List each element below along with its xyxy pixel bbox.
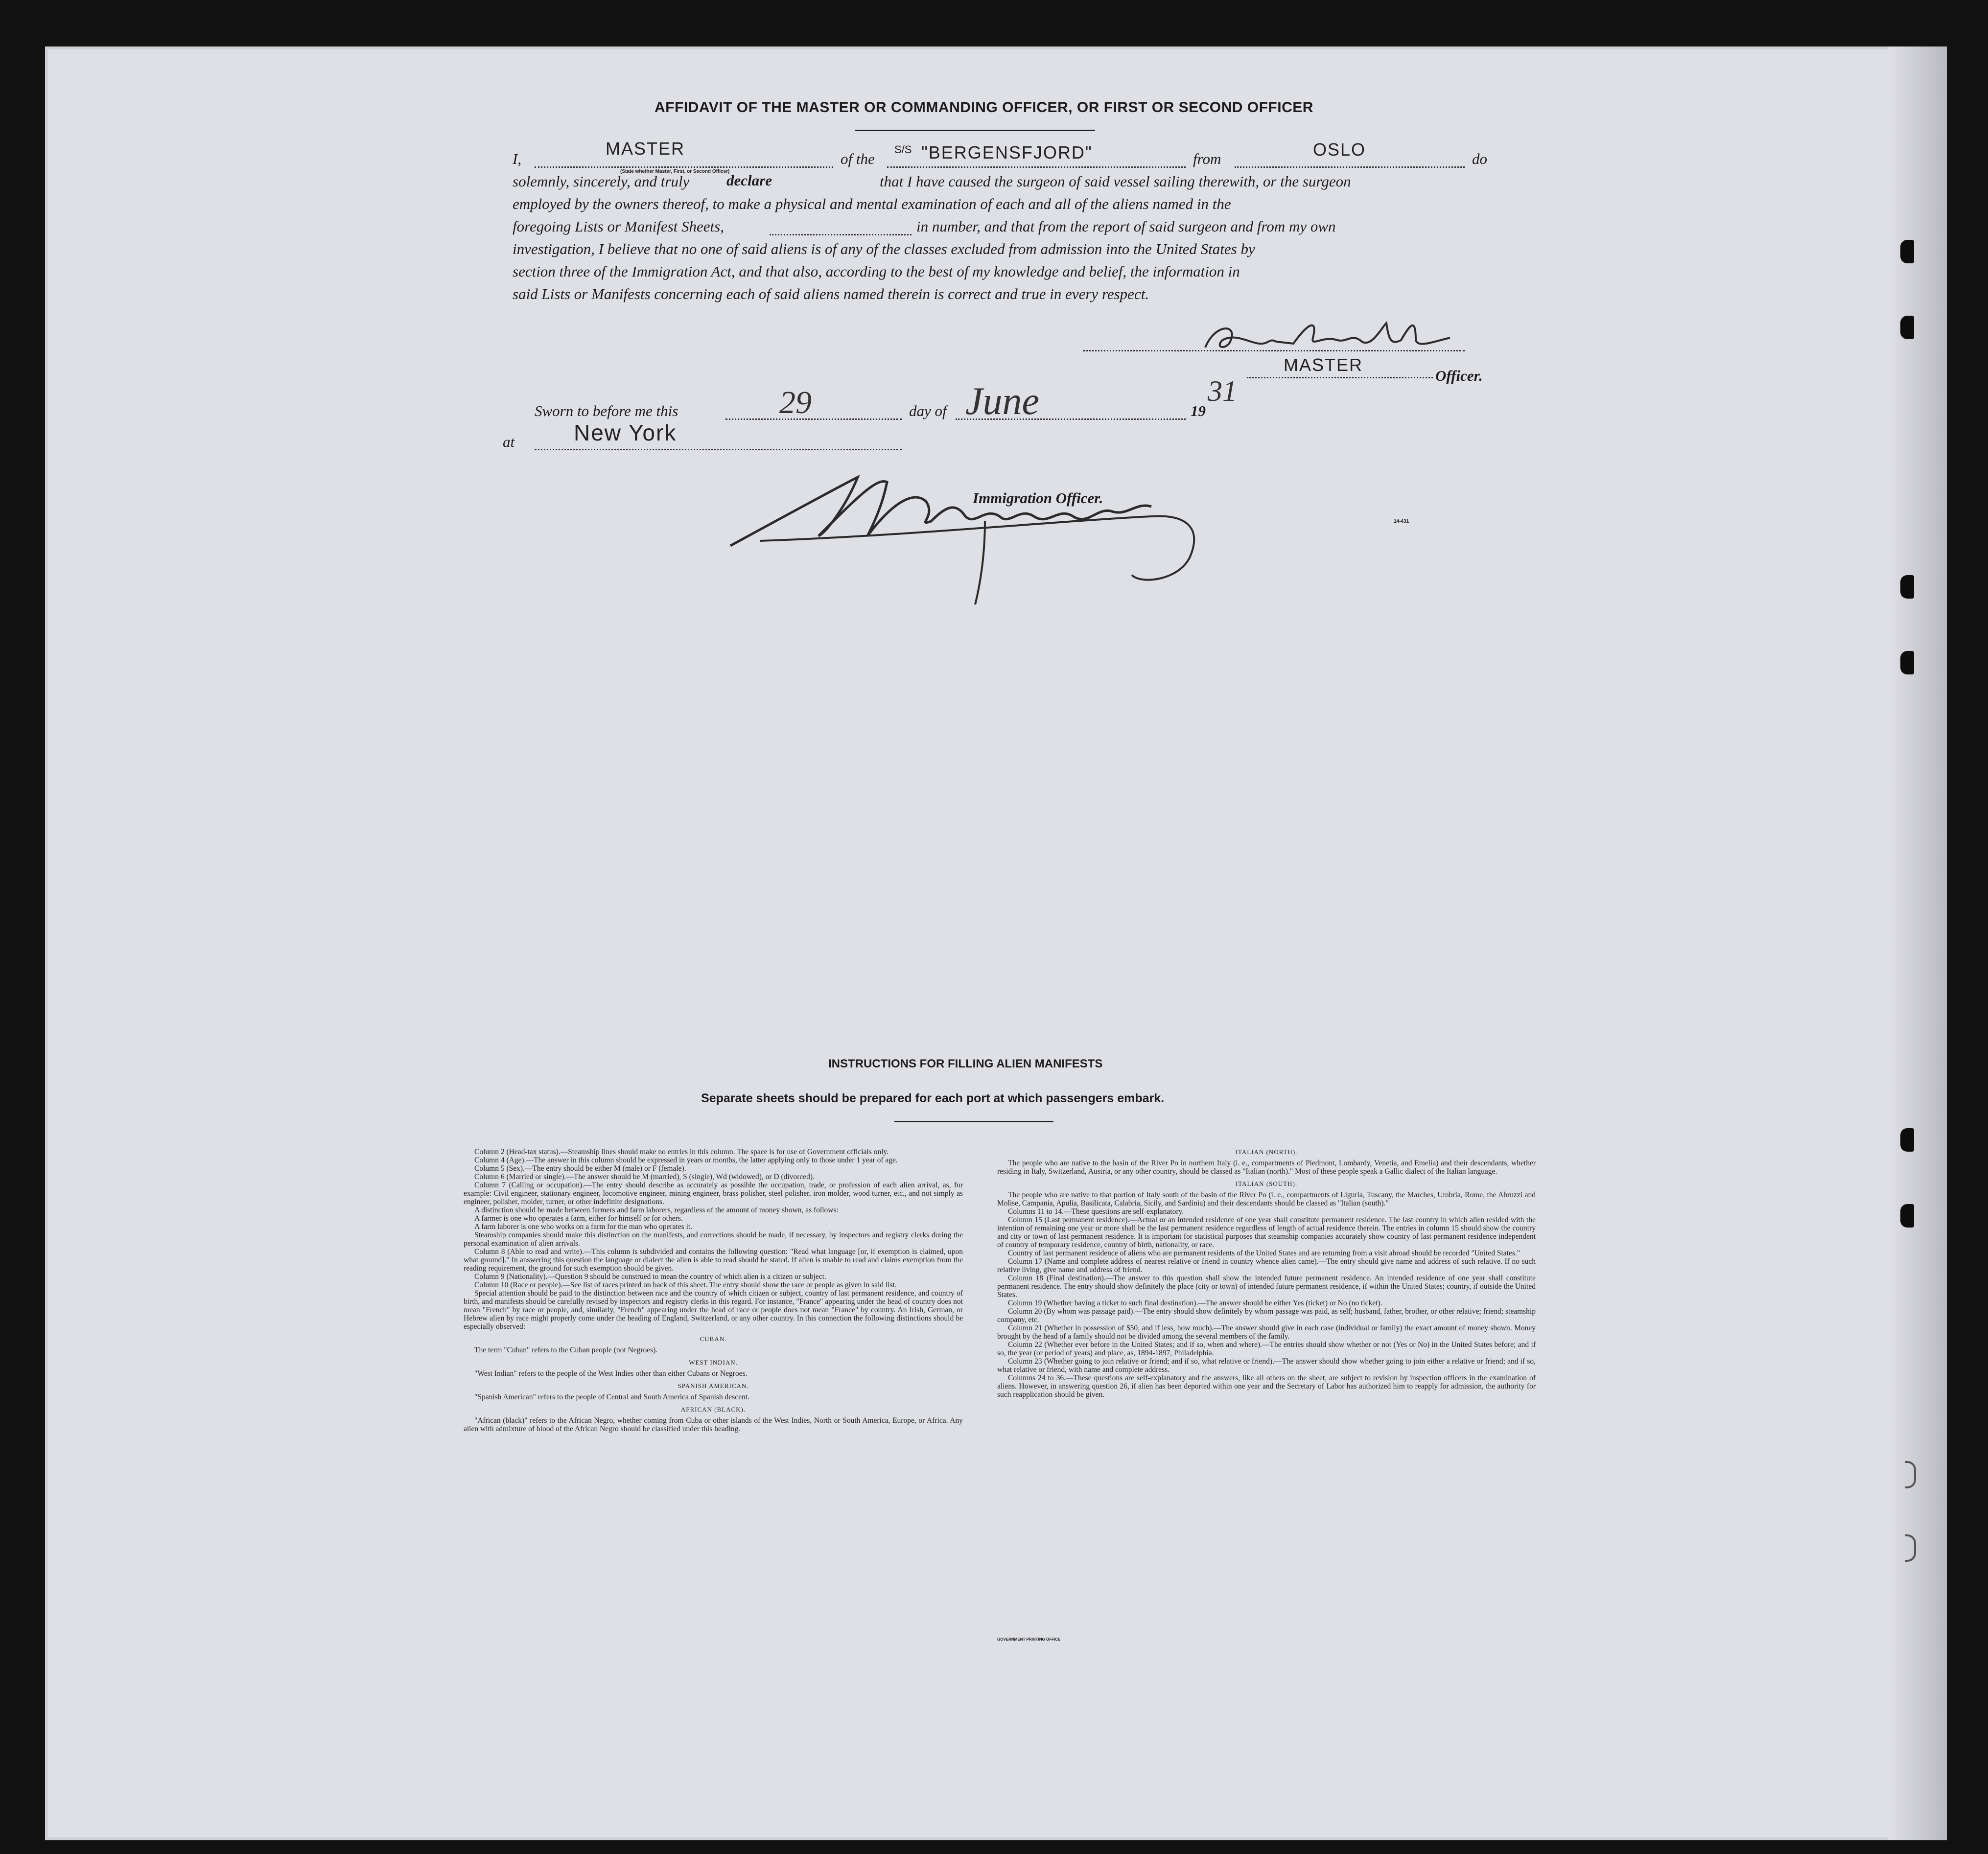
instruction-paragraph: Column 17 (Name and complete address of nearest relative or friend in country whence alien came).—The entry should give name and address of such relative. If no such relative living, give name and address of friend. — [997, 1257, 1536, 1274]
year-value: 31 — [1208, 375, 1237, 407]
instructions-title: INSTRUCTIONS FOR FILLING ALIEN MANIFESTS — [828, 1057, 1103, 1070]
from-label: from — [1193, 150, 1221, 167]
instruction-paragraph: Column 8 (Able to read and write).—This column is subdivided and contains the following question: "Read what language [or, if exemption is claimed, upon what ground]." In answering this question the language or dialect the alien is able to read should be stated. If alien is unable to read and claims exemption from the reading requirement, the ground for such exemption should be given. — [464, 1248, 963, 1273]
form-number: 14-431 — [1394, 519, 1409, 524]
section-heading: AFRICAN (BLACK). — [680, 1406, 746, 1413]
printer-imprint: GOVERNMENT PRINTING OFFICE — [997, 1637, 1061, 1642]
instruction-paragraph: Steamship companies should make this distinction on the manifests, and corrections should be made, if necessary, by inspectors and registry clerks during the personal examination of alien arrivals. — [464, 1231, 963, 1248]
heading-rule — [855, 130, 1095, 131]
officer-value: MASTER — [606, 139, 685, 159]
instruction-paragraph: A farmer is one who operates a farm, either for himself or for others. — [474, 1214, 683, 1223]
instructions-subtitle: Separate sheets should be prepared for each port at which passengers embark. — [701, 1091, 1165, 1105]
affidavit-line-2b: that I have caused the surgeon of said vessel sailing therewith, or the surgeon — [880, 173, 1351, 190]
section-heading: WEST INDIAN. — [689, 1359, 738, 1366]
instruction-paragraph: Column 21 (Whether in possession of $50, and if less, how much).—The answer should give in each case (individual or family) the exact amount of money shown. Money brought by the head of a family should not be divided among the several members of the family. — [997, 1324, 1536, 1341]
instructions-rule — [894, 1121, 1053, 1122]
instruction-paragraph: The people who are native to that portion of Italy south of the basin of the River Po (i. e., compartments of Liguria, Tuscany, the Marches, Umbria, Rome, the Abruzzi and Molise, Campania, Apulia, Basilicata, Calabria, Sicily, and Sardinia) and their descendants should be classed as "Italian (south)." — [997, 1191, 1536, 1207]
do-label: do — [1472, 150, 1487, 167]
instruction-paragraph: Column 10 (Race or people).—See list of races printed on back of this sheet. The entry should show the race or people as given in said list. — [474, 1281, 897, 1289]
place-field-line — [535, 449, 902, 450]
instruction-paragraph: "African (black)" refers to the African Negro, whether coming from Cuba or other islands of the West Indies, North or South America, Europe, or Africa. Any alien with admixture of blood of the African Negro should be classified under this heading. — [464, 1416, 963, 1433]
section-heading: ITALIAN (SOUTH). — [1235, 1180, 1298, 1187]
instruction-paragraph: Column 19 (Whether having a ticket to such final destination).—The answer should be either Yes (ticket) or No (no ticket). — [1008, 1299, 1382, 1307]
instruction-paragraph: "West Indian" refers to the people of the West Indies other than either Cubans or Negroes. — [474, 1369, 748, 1378]
affidavit-line-5: investigation, I believe that no one of said aliens is of any of the classes excluded from admission into the United States by — [513, 240, 1255, 257]
right-page-edge — [1888, 46, 1947, 1840]
affidavit-heading: AFFIDAVIT OF THE MASTER OR COMMANDING OFFICER, OR FIRST OR SECOND OFFICER — [655, 99, 1313, 116]
instruction-paragraph: Column 4 (Age).—The answer in this column should be expressed in years or months, the latter applying only to those under 1 year of age. — [474, 1156, 898, 1164]
day-value: 29 — [779, 385, 812, 420]
instruction-paragraph: Country of last permanent residence of aliens who are permanent residents of the United States and are returning from a visit abroad should be recorded "United States." — [1008, 1249, 1520, 1257]
day-field-line — [725, 418, 902, 420]
vessel-name: "BERGENSFJORD" — [921, 142, 1093, 162]
sworn-label: Sworn to before me this — [535, 402, 678, 419]
vessel-field-line — [887, 166, 1186, 168]
port-field-line — [1235, 166, 1465, 168]
affidavit-line-4a: foregoing Lists or Manifest Sheets, — [513, 218, 724, 235]
instruction-paragraph: Column 9 (Nationality).—Question 9 should be construed to mean the country of which alien is a citizen or subject. — [474, 1273, 826, 1281]
instruction-paragraph: The term "Cuban" refers to the Cuban people (not Negroes). — [474, 1346, 658, 1354]
section-heading: SPANISH AMERICAN. — [678, 1382, 749, 1390]
instruction-paragraph: Column 7 (Calling or occupation).—The entry should describe as accurately as possible the occupation, trade, or profession of each alien arrival, as, for example: Civil engineer, stationary engineer, locomotive engineer, mining engineer, brass polisher, steel polisher, iron molder, wood turner, etc., and not simply as engineer, polisher, molder, turner, or other indefinite designations. — [464, 1181, 963, 1206]
vessel-prefix: S/S — [894, 143, 912, 156]
instruction-paragraph: A farm laborer is one who works on a farm for the man who operates it. — [474, 1223, 693, 1231]
declare-value: declare — [726, 172, 772, 189]
binder-hole — [1905, 1461, 1916, 1488]
signature-title: MASTER — [1284, 355, 1363, 375]
section-heading: ITALIAN (NORTH). — [1235, 1148, 1298, 1156]
instruction-paragraph: Columns 24 to 36.—These questions are self-explanatory and the answers, like all others on the sheet, are subject to revision by inspection officers in the examination of aliens. However, in answering question 26, if alien has been deported within one year and the Secretary of Labor has authorized him to reapply for admission, the authority for such reapplication should be given. — [997, 1374, 1536, 1399]
instruction-paragraph: A distinction should be made between farmers and farm laborers, regardless of the amount of money shown, as follows: — [474, 1206, 839, 1214]
year-prefix: 19 — [1191, 402, 1206, 419]
at-label: at — [503, 433, 515, 450]
port-value: OSLO — [1313, 139, 1366, 160]
immigration-officer-signature — [711, 458, 1249, 614]
instruction-paragraph: Column 22 (Whether ever before in the United States; and if so, when and where).—The entries should show whether or not (Yes or No) in the United States before; and if so, the year (or period of years) and place, as, 1894-1897, Philadelphia. — [997, 1341, 1536, 1357]
instruction-paragraph: "Spanish American" refers to the people of Central and South America of Spanish descent. — [474, 1393, 749, 1401]
affidavit-line-6: section three of the Immigration Act, and that also, according to the best of my knowledge and belief, the information in — [513, 263, 1240, 280]
instructions-right-column — [997, 1148, 1536, 1399]
binder-hole — [1900, 316, 1914, 339]
instruction-paragraph: Special attention should be paid to the distinction between race and the country of which citizen or subject, country of last permanent residence, and country of birth, and manifests should be carefully revised by inspectors and registry clerks in this regard. For instance, "France" appearing under the head of country does not mean "French" by race or people, and, similarly, "French" appearing under the head of race or people does not mean "France" by country. An Irish, German, or Hebrew alien by race might properly come under the heading of England, Switzerland, or any other country. In this connection the following distinctions should be especially observed: — [464, 1289, 963, 1331]
place-value: New York — [574, 420, 677, 445]
officer-field-line — [535, 166, 833, 168]
instruction-paragraph: Column 23 (Whether going to join relative or friend; and if so, what relative or friend).—The answer should show whether going to join either a relative or friend; and if so, what relative or friend, with name and complete address. — [997, 1357, 1536, 1374]
instruction-paragraph: Column 5 (Sex).—The entry should be either M (male) or F (female). — [474, 1164, 686, 1173]
instruction-paragraph: Column 2 (Head-tax status).—Steamship lines should make no entries in this column. The space is for use of Government officials only. — [474, 1148, 889, 1156]
affidavit-line-2a: solemnly, sincerely, and truly — [513, 173, 690, 190]
affidavit-line-7: said Lists or Manifests concerning each of said aliens named therein is correct and true in every respect. — [513, 285, 1149, 302]
instruction-paragraph: Column 6 (Married or single).—The answer should be M (married), S (single), Wd (widowed), or D (divorced). — [474, 1173, 815, 1181]
binder-hole — [1900, 1128, 1914, 1152]
day-of-label: day of — [909, 402, 947, 419]
master-signature — [1195, 313, 1470, 357]
immigration-officer-label: Immigration Officer. — [973, 489, 1103, 507]
officer-caption: (State whether Master, First, or Second Officer) — [620, 169, 730, 174]
affidavit-line-3: employed by the owners thereof, to make a physical and mental examination of each and all of the aliens named in the — [513, 195, 1231, 212]
title-line — [1247, 377, 1433, 378]
binder-hole — [1905, 1534, 1916, 1562]
section-heading: CUBAN. — [700, 1335, 727, 1343]
binder-hole — [1900, 240, 1914, 263]
instruction-paragraph: Column 18 (Final destination).—The answer to this question shall show the intended future permanent residence. An intended residence of one year shall constitute permanent residence. The entry should show definitely the place (city or town) of intended future permanent residence, if within the United States; country, if outside the United States. — [997, 1274, 1536, 1299]
of-the-label: of the — [841, 150, 875, 167]
manifest-page — [45, 46, 1947, 1840]
binder-hole — [1900, 651, 1914, 674]
instruction-paragraph: Column 20 (By whom was passage paid).—The entry should show definitely by whom passage was paid, as self; husband, father, brother, or other relative; friend; steamship company, etc. — [997, 1307, 1536, 1324]
instruction-paragraph: The people who are native to the basin of the River Po in northern Italy (i. e., compartments of Piedmont, Lombardy, Venetia, and Emelia) and their descendants, whether residing in Italy, Switzerland, Austria, or any other country, should be classed as "Italian (north)." Most of these people speak a Gallic dialect of the Italian language. — [997, 1159, 1536, 1176]
affiant-i: I, — [513, 150, 522, 167]
binder-hole — [1900, 575, 1914, 599]
instructions-left-column — [464, 1148, 963, 1433]
instruction-paragraph: Column 15 (Last permanent residence).—Actual or an intended residence of one year shall constitute permanent residence. The last country in which alien resided with the intention of remaining one year or more shall be the last permanent residence regardless of length of actual residence therein. The entries in column 15 should show the country and city or town of last permanent residence. It is important for statistical purposes that steamship companies accurately show country of last permanent residence independent of country of temporary residence, country of birth, nationality, or race. — [997, 1216, 1536, 1249]
instruction-paragraph: Columns 11 to 14.—These questions are self-explanatory. — [1008, 1207, 1184, 1216]
binder-hole — [1900, 1204, 1914, 1228]
officer-word: Officer. — [1435, 367, 1483, 384]
affidavit-line-4b: in number, and that from the report of said surgeon and from my own — [916, 218, 1336, 235]
month-value: June — [965, 380, 1040, 423]
count-field-line — [770, 234, 912, 235]
